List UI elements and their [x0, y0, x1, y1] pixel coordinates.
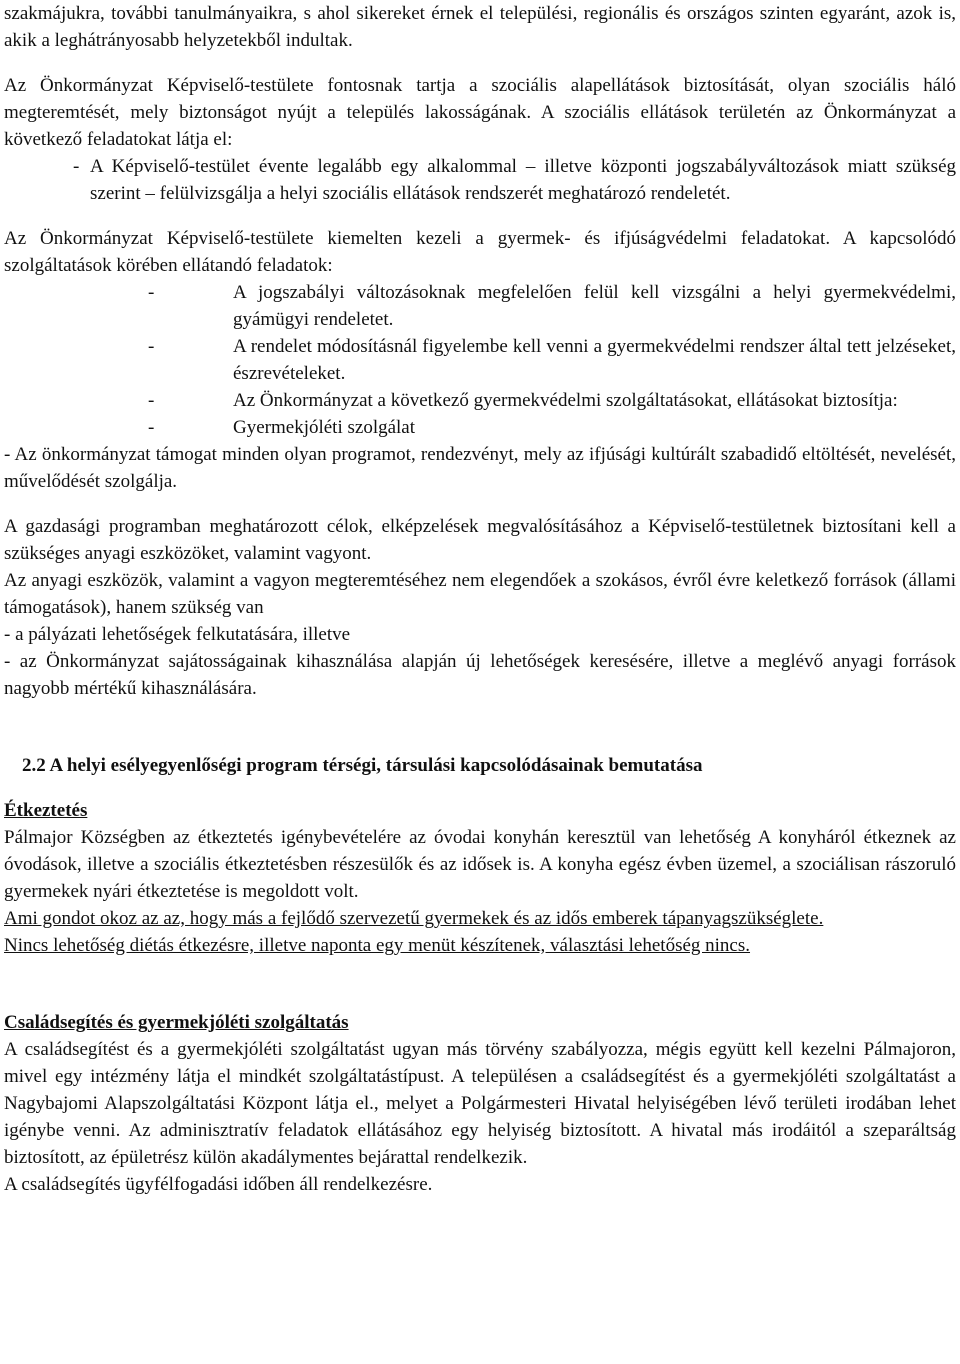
paragraph-youth-programs: - Az önkormányzat támogat minden olyan programot, rendezvényt, mely az ifjúsági kultúrált szabadidő eltöltését, nevelését, művelődését szolgálja.: [4, 444, 956, 492]
list-dash: -: [73, 156, 80, 177]
section-title: 2.2 A helyi esélyegyenlőségi program térségi, társulási kapcsolódásainak bemutatása: [22, 755, 703, 776]
spacer: [4, 779, 956, 797]
paragraph-family-support: A családsegítést és a gyermekjóléti szolgáltatást ugyan más törvény szabályozza, mégis együtt kell kezelni Pálmajoron, mivel egy intézmény látja el mindkét szolgáltatástípust. A településen a családsegítést és a gyermekjóléti szolgáltatást a Nagybajomi Alapszolgáltatási Központ látja el., melyet a Polgármesteri Hivatal helyiségében lévő területi irodában lehet igénybe venni. Az adminisztratív feladatok ellátásához egy helyiség biztosított. A hivatal más irodáitól a szeparáltság biztosított, az épületrész külön akadálymentes bejárattal rendelkezik.: [4, 1039, 956, 1168]
list-dash: -: [148, 417, 155, 438]
heading-family-support: Családsegítés és gyermekjóléti szolgáltatás: [4, 1012, 349, 1033]
spacer: [4, 959, 956, 1009]
paragraph-child-protection: Az Önkormányzat Képviselő-testülete kiemelten kezeli a gyermek- és ifjúságvédelmi feladatokat. A kapcsolódó szolgáltatások körében ellátandó feladatok:: [4, 228, 956, 276]
list-item-text: Gyermekjóléti szolgálat: [233, 417, 416, 438]
list-item: [4, 279, 956, 333]
paragraph-family-support-hours: A családsegítés ügyfélfogadási időben áll rendelkezésre.: [4, 1174, 433, 1195]
paragraph-intro-continuation: szakmájukra, további tanulmányaikra, s ahol sikereket érnek el települési, regionális és országos szinten egyaránt, azok is, akik a leghátrányosabb helyzetekből indultak.: [4, 3, 956, 51]
paragraph-economic-program: A gazdasági programban meghatározott célok, elképzelések megvalósításához a Képviselő-testületnek biztosítani kell a szükséges anyagi eszközöket, valamint vagyont.: [4, 516, 956, 564]
list-dash: -: [148, 282, 155, 303]
list-item: [4, 333, 956, 387]
spacer: [4, 54, 956, 72]
list-item-text: A rendelet módosításnál figyelembe kell venni a gyermekvédelmi rendszer által tett jelzéseket, észrevételeket.: [233, 336, 956, 384]
paragraph-catering-diet: Nincs lehetőség diétás étkezésre, illetve naponta egy menüt készítenek, választási lehetőség nincs.: [4, 935, 751, 956]
list-item-text: Az Önkormányzat a következő gyermekvédelmi szolgáltatásokat, ellátásokat biztosítja:: [233, 390, 898, 411]
heading-etkeztetes: Étkeztetés: [4, 800, 88, 821]
list-item: [4, 153, 956, 207]
list-item: [4, 414, 956, 441]
paragraph-catering: Pálmajor Községben az étkeztetés igénybevételére az óvodai konyhán keresztül van lehetőség A konyháról étkeznek az óvodások, illetve a szociális étkeztetésben részesülők és az idősek is. A konyha egész évben üzemel, a szociálisan rászoruló gyermekek nyári étkeztetése is megoldott volt.: [4, 827, 956, 902]
spacer: [4, 207, 956, 225]
list-item-text: A Képviselő-testület évente legalább egy alkalommal – illetve központi jogszabályváltozások miatt szükség szerint – felülvizsgálja a helyi szociális ellátások rendszerét meghatározó rendeletét.: [90, 156, 956, 204]
paragraph-material-resources: Az anyagi eszközök, valamint a vagyon megteremtéséhez nem elegendőek a szokásos, évről évre keletkező források (állami támogatások), hanem szükség van: [4, 570, 956, 618]
list-dash: -: [148, 336, 155, 357]
paragraph-social-services: Az Önkormányzat Képviselő-testülete fontosnak tartja a szociális alapellátások biztosítását, olyan szociális háló megteremtését, mely biztonságot nyújt a település lakosságának. A szociális ellátások területén az Önkormányzat a következő feladatokat látja el:: [4, 75, 956, 150]
list-item: [4, 387, 956, 414]
paragraph-tender-line: - a pályázati lehetőségek felkutatására, illetve: [4, 624, 351, 645]
spacer: [4, 702, 956, 752]
spacer: [4, 495, 956, 513]
list-dash: -: [148, 390, 155, 411]
paragraph-opportunities-line: - az Önkormányzat sajátosságainak kihasználása alapján új lehetőségek keresésére, illetve a meglévő anyagi források nagyobb mértékű kihasználására.: [4, 651, 956, 699]
paragraph-catering-problem: Ami gondot okoz az az, hogy más a fejlődő szervezetű gyermekek és az idős emberek tápanyagszükséglete.: [4, 908, 824, 929]
list-item-text: A jogszabályi változásoknak megfelelően felül kell vizsgálni a helyi gyermekvédelmi, gyámügyi rendeletet.: [233, 282, 956, 330]
